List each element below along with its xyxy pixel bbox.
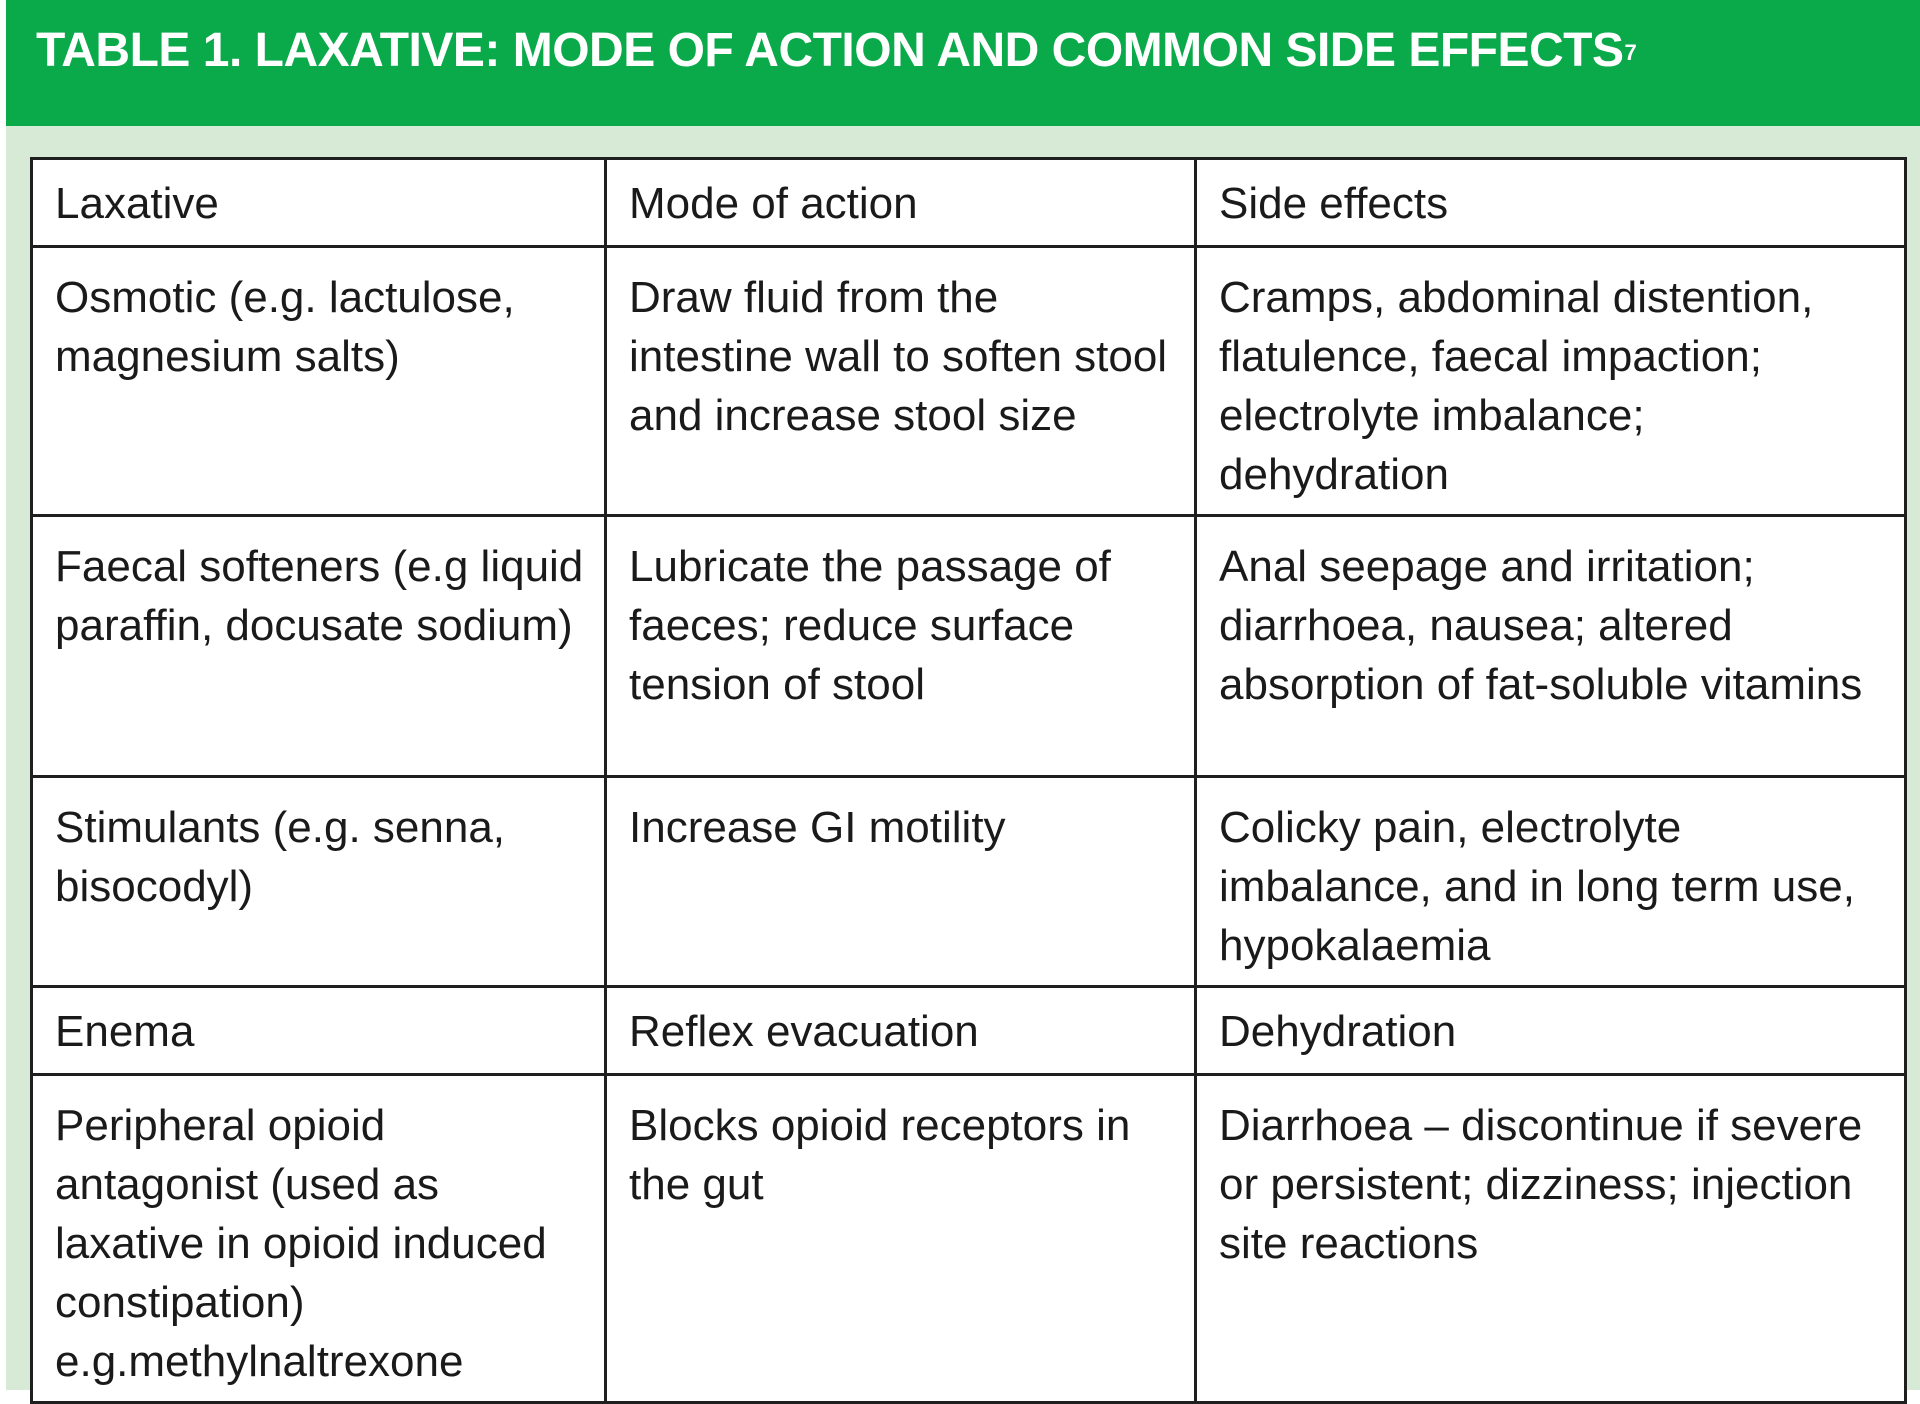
mode-of-action-cell: Increase GI motility (606, 777, 1196, 987)
laxative-cell: Stimulants (e.g. senna, bisocodyl) (32, 777, 606, 987)
mode-of-action-cell: Blocks opioid receptors in the gut (606, 1075, 1196, 1403)
mode-of-action-cell: Reflex evacuation (606, 987, 1196, 1075)
laxative-cell: Faecal softeners (e.g liquid paraffin, docusate sodium) (32, 516, 606, 777)
title-reference: 7 (1624, 40, 1637, 65)
table-row (32, 777, 1906, 987)
side-effects-cell: Dehydration (1196, 987, 1906, 1075)
laxative-table (30, 157, 1907, 1404)
table-frame (6, 0, 1920, 1390)
laxative-cell: Peripheral opioid antagonist (used as laxative in opioid induced constipation) e.g.methylnaltrexone (32, 1075, 606, 1403)
mode-of-action-cell: Lubricate the passage of faeces; reduce surface tension of stool (606, 516, 1196, 777)
laxative-cell: Osmotic (e.g. lactulose, magnesium salts) (32, 247, 606, 516)
table-header-row (32, 159, 1906, 247)
mode-of-action-cell: Draw fluid from the intestine wall to soften stool and increase stool size (606, 247, 1196, 516)
laxative-cell: Enema (32, 987, 606, 1075)
side-effects-cell: Cramps, abdominal distention, flatulence, faecal impaction; electrolyte imbalance; dehydration (1196, 247, 1906, 516)
table-row (32, 247, 1906, 516)
table-title: TABLE 1. LAXATIVE: MODE OF ACTION AND COMMON SIDE EFFECTS$^7$ (36, 24, 1637, 77)
table-row (32, 516, 1906, 777)
table-row (32, 987, 1906, 1075)
side-effects-cell: Diarrhoea – discontinue if severe or persistent; dizziness; injection site reactions (1196, 1075, 1906, 1403)
header-cell-laxative: Laxative (32, 159, 606, 247)
side-effects-cell: Anal seepage and irritation; diarrhoea, nausea; altered absorption of fat-soluble vitamins (1196, 516, 1906, 777)
header-cell-side-effects: Side effects (1196, 159, 1906, 247)
side-effects-cell: Colicky pain, electrolyte imbalance, and in long term use, hypokalaemia (1196, 777, 1906, 987)
table-row (32, 1075, 1906, 1403)
table-header-bar (6, 0, 1920, 126)
header-cell-mode-of-action: Mode of action (606, 159, 1196, 247)
